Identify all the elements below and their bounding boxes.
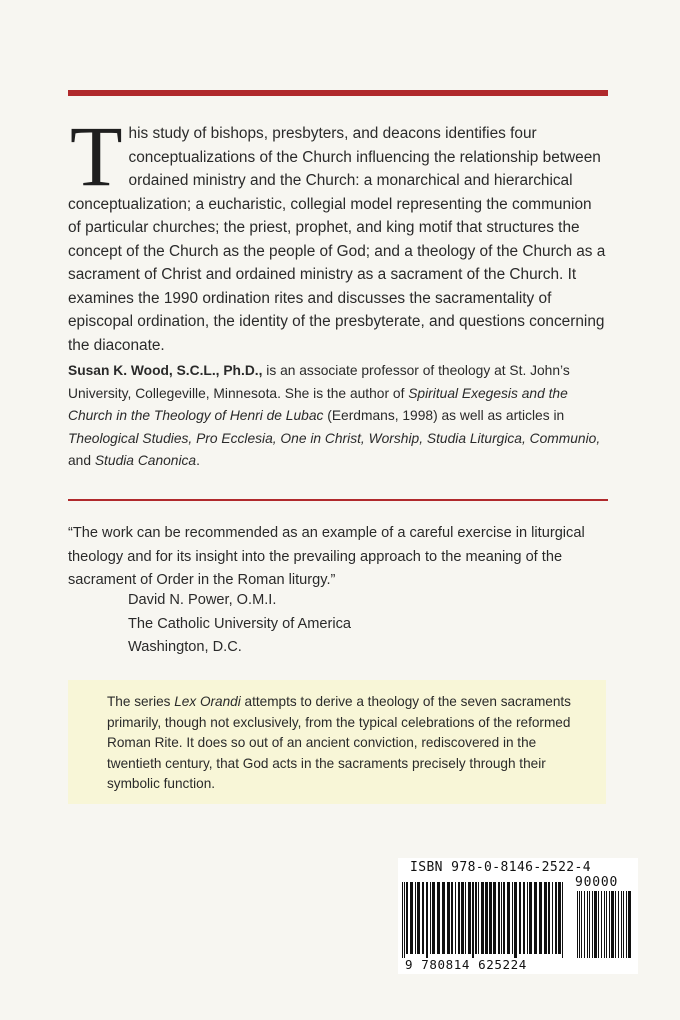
- barcode-bar: [623, 891, 624, 958]
- addon-barcode-bars: [575, 891, 637, 958]
- attribution-name: David N. Power, O.M.I.: [128, 592, 277, 608]
- barcode-bar: [606, 891, 607, 958]
- barcode-bar: [481, 882, 484, 954]
- price-addon-digits: 90000: [575, 875, 619, 890]
- book-title: Spiritual Exegesis and the Church in the Theology of Henri de Lubac: [68, 385, 568, 424]
- barcode-bar: [404, 882, 405, 958]
- drop-cap: T: [70, 108, 123, 204]
- bio-text-2: (Eerdmans, 1998) as well as articles in: [323, 408, 565, 424]
- quote-attribution: [128, 589, 528, 660]
- series-text-1: The series: [107, 694, 175, 709]
- barcode-bar: [523, 882, 525, 954]
- barcode-bar: [430, 882, 431, 954]
- barcode-bar: [626, 891, 627, 958]
- series-description: [107, 692, 577, 795]
- barcode-bar: [581, 891, 582, 958]
- barcode-bar: [475, 882, 477, 954]
- barcode-bar: [611, 891, 614, 958]
- barcode-bar: [592, 891, 593, 958]
- barcode-bar: [552, 882, 553, 954]
- barcode-bar: [548, 882, 550, 954]
- barcode-bar: [618, 891, 619, 958]
- barcode-bar: [458, 882, 460, 954]
- last-journal: Studia Canonica: [94, 453, 197, 469]
- bio-text-3: and: [68, 453, 95, 469]
- barcode-bar: [527, 882, 528, 954]
- barcode-bar: [468, 882, 471, 954]
- bio-text-4: .: [196, 453, 200, 469]
- barcode-bar: [478, 882, 479, 954]
- ean-digit-groups: 780814 625224: [421, 957, 527, 972]
- barcode-bar: [461, 882, 464, 954]
- ean-first-digit: 9: [405, 957, 414, 972]
- barcode-bar: [621, 891, 622, 958]
- barcode-bar: [519, 882, 521, 954]
- barcode-bar: [447, 882, 450, 954]
- barcode-bar: [601, 891, 602, 958]
- review-quote: “The work can be recommended as an example of a careful exercise in liturgical theology and for its insight into the prevailing approach to the meaning of the sacrament of Order in the Roman liturgy.”: [68, 525, 585, 588]
- ean-digits: [405, 957, 580, 972]
- barcode-bar: [417, 882, 420, 954]
- top-red-rule: [68, 90, 608, 96]
- barcode-bar: [577, 891, 578, 958]
- description-paragraph: [68, 108, 608, 357]
- barcode-bar: [406, 882, 408, 954]
- barcode-bar: [432, 882, 435, 954]
- barcode-bar: [587, 891, 588, 958]
- barcode-bar: [594, 891, 597, 958]
- attribution-institution: The Catholic University of America: [128, 615, 352, 632]
- barcode-bar: [451, 882, 453, 954]
- barcode-bar: [555, 882, 557, 954]
- barcode-bar: [562, 882, 563, 958]
- barcode-bar: [539, 882, 542, 954]
- barcode-bar: [544, 882, 547, 954]
- barcode-bar: [584, 891, 585, 958]
- barcode-bar: [498, 882, 500, 954]
- author-name: Susan K. Wood, S.C.L., Ph.D.,: [68, 363, 263, 378]
- barcode-bar: [589, 891, 590, 958]
- middle-red-rule: [68, 499, 608, 501]
- barcode-bar: [501, 882, 502, 954]
- author-bio: [68, 360, 608, 473]
- series-name: Lex Orandi: [174, 694, 241, 709]
- barcode-bar: [507, 882, 510, 954]
- barcode-bar: [465, 882, 466, 954]
- barcode-bar: [442, 882, 445, 954]
- barcode-bar: [529, 882, 532, 954]
- series-text-2: attempts to derive a theology of the seven sacraments primarily, though not exclusively, from the typical celebrations of the reformed Roman Rite. It does so out of an ancient conviction, rediscovered in the twentieth century, that God acts in the sacraments precisely through their symbolic function.: [107, 694, 571, 791]
- barcode-bar: [410, 882, 413, 954]
- barcode-bar: [422, 882, 424, 954]
- description-text: his study of bishops, presbyters, and deacons identifies four conceptualizations of the Church influencing the relationship between ordained ministry and the Church: a monarchical and hierarchical conceptualization; a eucharistic, collegial model representing the communion of particular churches; the priest, prophet, and king motif that structures the concept of the Church as the people of God; and a theology of the Church as a sacrament of Christ and ordained ministry as a sacrament of the Church. It examines the 1990 ordination rites and discusses the sacramentality of episcopal ordination, the identity of the presbyterate, and questions concerning the diaconate.: [68, 125, 606, 354]
- barcode-bar: [485, 882, 488, 954]
- barcode-bar: [402, 882, 403, 958]
- journal-list: Theological Studies, Pro Ecclesia, One in Christ, Worship, Studia Liturgica, Communio,: [68, 430, 601, 446]
- barcode-bar: [415, 882, 416, 954]
- barcode-bar: [493, 882, 496, 954]
- attribution-location: Washington, D.C.: [128, 639, 242, 655]
- barcode-bar: [503, 882, 505, 954]
- barcode-bar: [604, 891, 605, 958]
- barcode-bar: [489, 882, 492, 954]
- barcode-bar: [472, 882, 474, 958]
- barcode-bar: [534, 882, 537, 954]
- barcode-bar: [426, 882, 428, 958]
- barcode-bar: [514, 882, 517, 958]
- barcode-bar: [628, 891, 631, 958]
- barcode-bar: [558, 882, 561, 954]
- barcode-bar: [579, 891, 580, 958]
- barcode-bar: [437, 882, 440, 954]
- isbn-label: ISBN 978-0-8146-2522-4: [410, 860, 591, 875]
- barcode-bar: [609, 891, 610, 958]
- bio-text-1: is an associate professor of theology at St. John’s University, Collegeville, Minnesota. She is the author of: [68, 363, 570, 401]
- barcode-bar: [598, 891, 599, 958]
- barcode-bar: [615, 891, 616, 958]
- barcode-bar: [512, 882, 513, 954]
- barcode-bar: [455, 882, 456, 954]
- ean-barcode-bars: [400, 882, 572, 958]
